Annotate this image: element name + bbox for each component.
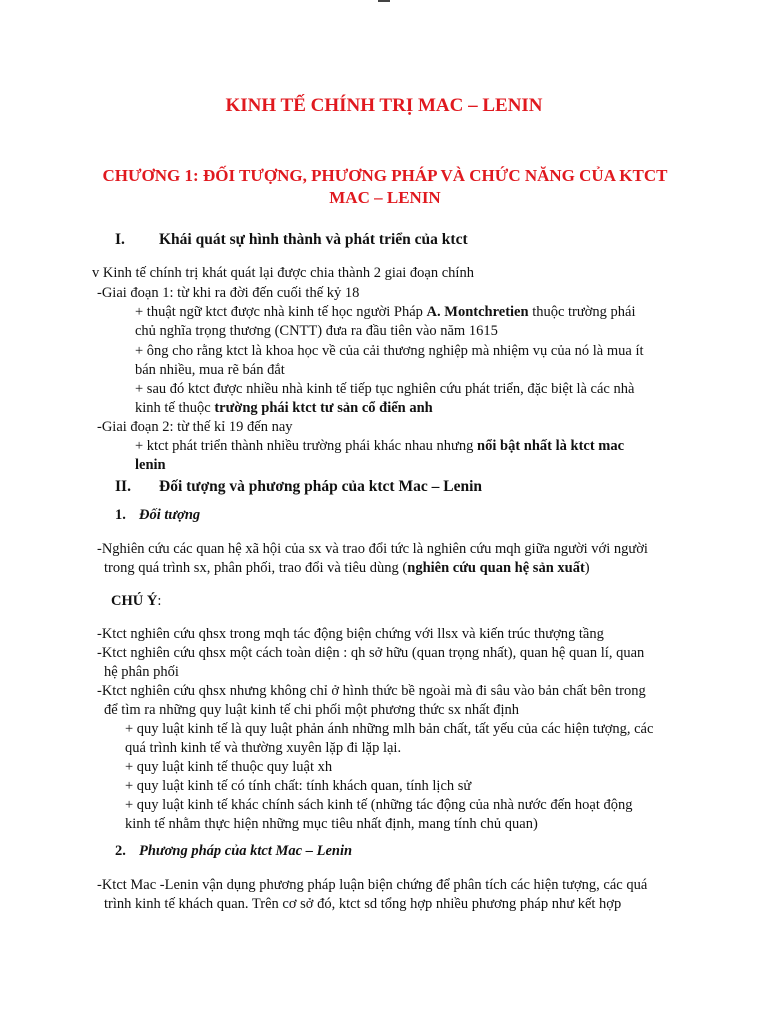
document-title: KINH TẾ CHÍNH TRỊ MAC – LENIN [225,95,543,116]
paragraph-line: -Nghiên cứu các quan hệ xã hội của sx và trao đổi tức là nghiên cứu mqh giữa người với người [97,541,648,557]
chapter-title-line-2: MAC – LENIN [329,188,441,207]
paragraph-line: + quy luật kinh tế thuộc quy luật xh [125,759,333,775]
section-1-number: I. [115,231,125,248]
subsection-1-heading [115,506,200,525]
subsection-1-number: 1. [115,507,126,523]
chapter-title [100,165,670,209]
paragraph-line: + sau đó ktct được nhiều nhà kinh tế tiếp tục nghiên cứu phát triển, đặc biệt là các nhà [135,381,635,397]
paragraph-line: hệ phân phối [104,664,179,680]
paragraph-line: + quy luật kinh tế khác chính sách kinh tế (những tác động của nhà nước đến hoạt động [125,797,633,813]
section-2-number: II. [115,478,131,495]
note-heading [111,592,161,611]
paragraph-line [135,437,624,456]
subsection-2-title: Phương pháp của ktct Mac – Lenin [139,843,353,859]
text-run: trong quá trình sx, phân phối, trao đổi và tiêu dùng ( [104,560,408,576]
emphasis-text: nghiên cứu quan hệ sản xuất [407,560,585,576]
emphasis-text: trường phái ktct tư sản cổ điển anh [214,400,433,416]
section-1-title: Khái quát sự hình thành và phát triển của ktct [159,231,468,248]
author-name: A. Montchretien [426,304,529,320]
paragraph-line [135,303,636,322]
emphasis-text: nổi bật nhất là ktct mac [477,438,625,454]
text-run: + thuật ngữ ktct được nhà kinh tế học người Pháp [135,304,427,320]
paragraph-line: chủ nghĩa trọng thương (CNTT) đưa ra đầu tiên vào năm 1615 [135,323,498,339]
section-2-title: Đối tượng và phương pháp của ktct Mac – Lenin [159,478,482,495]
paragraph-line: v Kinh tế chính trị khát quát lại được chia thành 2 giai đoạn chính [92,265,474,281]
text-run: + ktct phát triển thành nhiều trường phái khác nhau nhưng [135,438,478,454]
paragraph-line: + quy luật kinh tế là quy luật phản ánh những mlh bản chất, tất yếu của các hiện tượng, các [125,721,654,737]
page-top-mark [378,0,390,2]
paragraph-line: -Giai đoạn 1: từ khi ra đời đến cuối thế kỷ 18 [97,285,360,301]
paragraph-line: quá trình kinh tế và thường xuyên lặp đi lặp lại. [125,740,402,756]
paragraph-line: -Ktct Mac -Lenin vận dụng phương pháp luận biện chứng để phân tích các hiện tượng, các quá [97,877,648,893]
paragraph-line: để tìm ra những quy luật kinh tế chi phối một phương thức sx nhất định [104,702,520,718]
paragraph-line [104,559,590,578]
text-run: kinh tế thuộc [135,400,215,416]
text-run: thuộc trường phái [528,304,636,320]
paragraph-line: -Giai đoạn 2: từ thế kỉ 19 đến nay [97,419,293,435]
section-2-heading [115,477,482,496]
text-run: ) [584,560,590,576]
paragraph-line: + quy luật kinh tế có tính chất: tính khách quan, tính lịch sử [125,778,472,794]
paragraph-line: kinh tế nhằm thực hiện những mục tiêu nhất định, mang tính chủ quan) [125,816,538,832]
paragraph-line: lenin [135,457,166,473]
subsection-1-title: Đối tượng [139,507,201,523]
paragraph-line: trình kinh tế khách quan. Trên cơ sở đó, ktct sd tổng hợp nhiều phương pháp như kết hợp [104,896,622,912]
note-label: CHÚ Ý [111,593,158,609]
paragraph-line [135,399,433,418]
paragraph-line: -Ktct nghiên cứu qhsx một cách toàn diện : qh sở hữu (quan trọng nhất), quan hệ quan lí, quan [97,645,645,661]
section-1-heading [115,230,468,249]
paragraph-line: -Ktct nghiên cứu qhsx nhưng không chỉ ở hình thức bề ngoài mà đi sâu vào bản chất bên trong [97,683,646,699]
note-colon: : [157,593,162,609]
subsection-2-number: 2. [115,843,126,859]
chapter-title-line-1: CHƯƠNG 1: ĐỐI TƯỢNG, PHƯƠNG PHÁP VÀ CHỨC NĂNG CỦA KTCT [102,166,668,185]
paragraph-line: -Ktct nghiên cứu qhsx trong mqh tác động biện chứng với llsx và kiến trúc thượng tầng [97,626,604,642]
paragraph-line: bán nhiều, mua rẽ bán đắt [135,362,285,378]
subsection-2-heading [115,842,352,861]
paragraph-line: + ông cho rằng ktct là khoa học về của cải thương nghiệp mà nhiệm vụ của nó là mua ít [135,343,644,359]
